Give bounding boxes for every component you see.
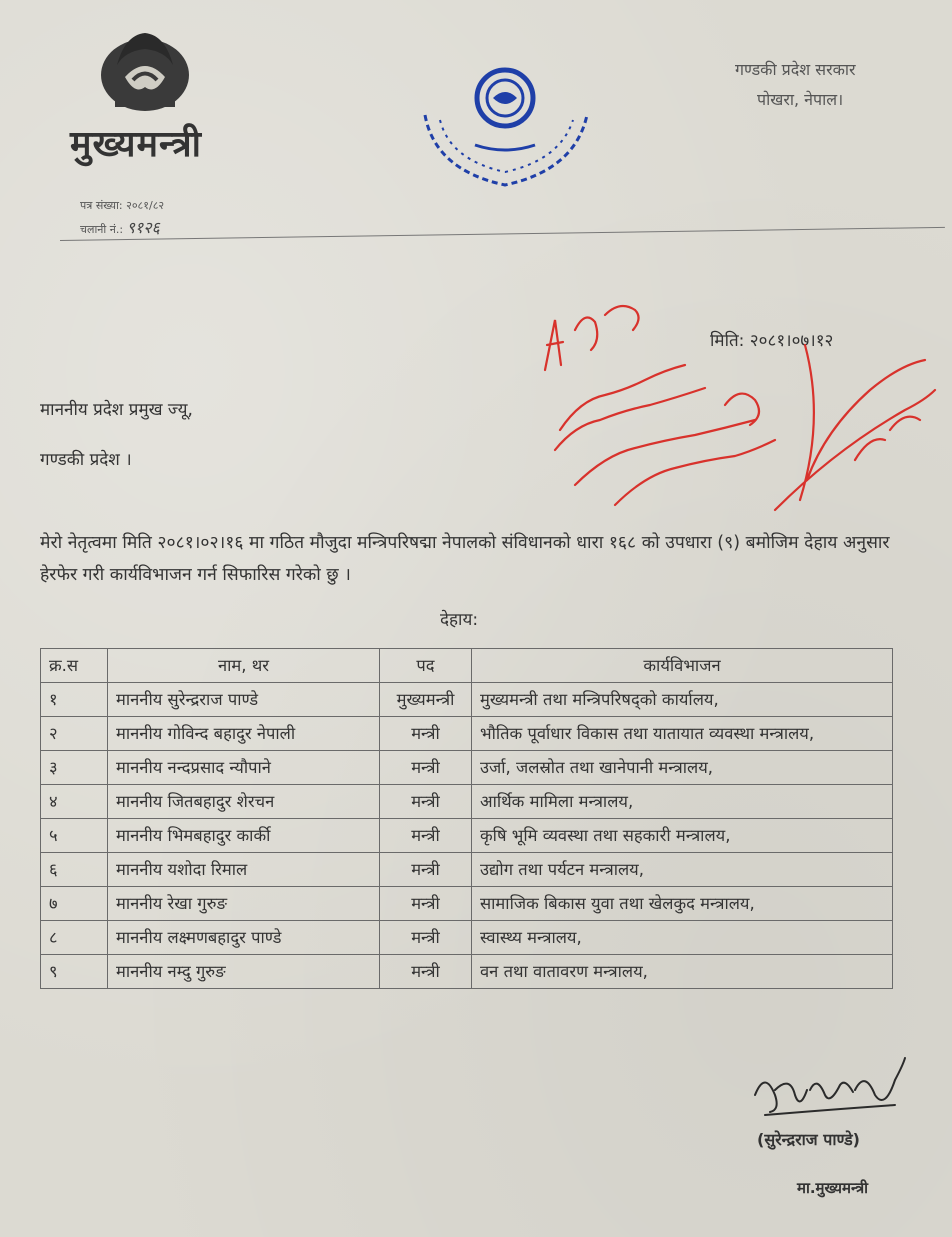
row-name: माननीय जितबहादुर शेरचन [108,785,380,819]
reference-block [80,195,164,241]
row-serial: १ [41,683,108,717]
addressee-block [40,385,193,485]
dispatch-number-line [80,217,164,241]
row-portfolio: भौतिक पूर्वाधार विकास तथा यातायात व्यवस्था मन्त्रालय, [472,717,893,751]
row-serial: ३ [41,751,108,785]
dispatch-number: ९१२६ [126,218,160,237]
row-post: मन्त्री [380,785,472,819]
government-name: गण्डकी प्रदेश सरकार [735,60,856,79]
table-row [41,955,893,989]
header-serial: क्र.स [41,649,108,683]
table-row [41,751,893,785]
row-portfolio: स्वास्थ्य मन्त्रालय, [472,921,893,955]
table-row [41,921,893,955]
letter-body: मेरो नेतृत्वमा मिति २०८१।०२।१६ मा गठित मौजुदा मन्त्रिपरिषद्मा नेपालको संविधानको धारा १६८ को उपधारा (९) बमोजिम देहाय अनुसार हेरफेर गरी कार्यविभाजन गर्न सिफारिस गरेको छु । [40,533,890,585]
government-city: पोखरा, नेपाल। [757,90,844,109]
header-portfolio: कार्यविभाजन [472,649,893,683]
addressee-line-2: गण्डकी प्रदेश । [40,450,132,470]
table-row [41,853,893,887]
row-portfolio: सामाजिक बिकास युवा तथा खेलकुद मन्त्रालय, [472,887,893,921]
header-divider [60,227,945,241]
row-name: माननीय यशोदा रिमाल [108,853,380,887]
table-row [41,717,893,751]
row-portfolio: वन तथा वातावरण मन्त्रालय, [472,955,893,989]
table-header-row [41,649,893,683]
row-name: माननीय नम्दु गुरुङ [108,955,380,989]
row-name: माननीय रेखा गुरुङ [108,887,380,921]
letter-date: मिति: २०८१।०७।१२ [710,331,834,351]
row-post: मुख्यमन्त्री [380,683,472,717]
row-post: मन्त्री [380,955,472,989]
table-row [41,683,893,717]
row-name: माननीय नन्दप्रसाद न्यौपाने [108,751,380,785]
header-post: पद [380,649,472,683]
row-serial: ५ [41,819,108,853]
letter-number: पत्र संख्या: २०८१/८२ [80,199,165,212]
signatory-title: मा.मुख्यमन्त्री [797,1179,869,1197]
table-row [41,785,893,819]
row-name: माननीय सुरेन्द्रराज पाण्डे [108,683,380,717]
header-name: नाम, थर [108,649,380,683]
addressee-line-1: माननीय प्रदेश प्रमुख ज्यू, [40,400,193,420]
row-post: मन्त्री [380,853,472,887]
signature-mark [745,1050,915,1130]
row-name: माननीय लक्ष्मणबहादुर पाण्डे [108,921,380,955]
red-handwritten-note [525,260,945,520]
government-address [735,55,856,115]
dispatch-label: चलानी नं.: [80,223,124,236]
row-post: मन्त्री [380,717,472,751]
signatory-name: (सुरेन्द्रराज पाण्डे) [757,1130,860,1149]
table-row [41,819,893,853]
row-serial: ९ [41,955,108,989]
row-portfolio: उर्जा, जलस्रोत तथा खानेपानी मन्त्रालय, [472,751,893,785]
row-portfolio: उद्योग तथा पर्यटन मन्त्रालय, [472,853,893,887]
row-post: मन्त्री [380,751,472,785]
row-name: माननीय गोविन्द बहादुर नेपाली [108,717,380,751]
row-serial: ८ [41,921,108,955]
row-post: मन्त्री [380,921,472,955]
row-portfolio: आर्थिक मामिला मन्त्रालय, [472,785,893,819]
row-portfolio: कृषि भूमि व्यवस्था तथा सहकारी मन्त्रालय, [472,819,893,853]
row-post: मन्त्री [380,887,472,921]
office-title: मुख्यमन्त्री [70,124,202,165]
row-serial: ६ [41,853,108,887]
row-serial: २ [41,717,108,751]
row-portfolio: मुख्यमन्त्री तथा मन्त्रिपरिषद्को कार्यालय, [472,683,893,717]
table-row [41,887,893,921]
row-serial: ७ [41,887,108,921]
office-seal-stamp [415,60,595,195]
portfolio-allocation-table [40,648,893,989]
row-post: मन्त्री [380,819,472,853]
nepal-emblem-icon [95,25,195,115]
row-name: माननीय भिमबहादुर कार्की [108,819,380,853]
row-serial: ४ [41,785,108,819]
annex-heading: देहाय: [440,610,479,630]
